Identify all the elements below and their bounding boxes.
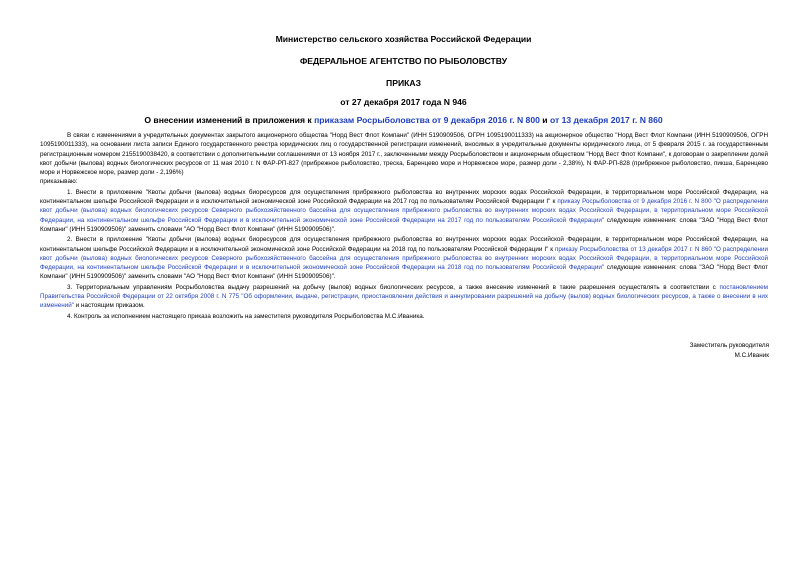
- item-3-text-end: и настоящим приказом.: [73, 302, 145, 310]
- item-1-text-end: следующие изменения: слова "ЗАО "Норд Вест Флот Компани" (ИНН 5190909506)" заменить словами "АО "Норд Вест Флот Компани" (ИНН 5190909506)".: [40, 216, 768, 233]
- signature-block: [690, 341, 769, 360]
- item-2-link[interactable]: приказу Росрыболовства от 13 декабря 2017 г. N 860 "О распределении квот добычи (вылова) водных биологических ресурсов Северного рыбохозяйственного бассейна для осуществления прибрежного рыболовства во внутренних морских водах Российской Федерации, в территориальном море Российской Федерации, на континентальном шельфе Российской Федерации и в исключительной экономической зоне Российской Федерации на 2018 год по пользователям Российской Федерации": [40, 245, 768, 272]
- item-3-text: 3. Территориальным управлениям Росрыболовства выдачу разрешений на добычу (вылов) водных биологических ресурсов, а также внесение изменений в такие разрешения осуществлять в соответствии с: [67, 283, 720, 291]
- agency-name: ФЕДЕРАЛЬНОЕ АГЕНТСТВО ПО РЫБОЛОВСТВУ: [299, 56, 508, 66]
- item-1-text: 1. Внести в приложение "Квоты добычи (вылова) водных биоресурсов для осуществления прибрежного рыболовства во внутренних морских водах Российской Федерации, в территориальном море Российской Федерации, на континентальном шельфе Российской Федерации и в исключительной экономической зоне Российской Федерации на 2017 год по пользователям Российской Федерации I" к: [40, 188, 768, 206]
- signature-name: М.С.Иваник: [734, 351, 769, 359]
- document-date-number: от 27 декабря 2017 года N 946: [340, 97, 467, 107]
- title-and: и: [539, 115, 550, 125]
- title-prefix: О внесении изменений в приложения к: [144, 115, 315, 125]
- item-3-link[interactable]: постановлением Правительства Российской Федерации от 22 октября 2008 г. N 775 "Об оформлении, выдаче, регистрации, приостановлении действия и аннулировании разрешений на добычу (вылов) водных биологических ресурсов, а также о внесении в них изменений": [40, 283, 768, 310]
- item-2-text: 2. Внести в приложение "Квоты добычи (вылова) водных биоресурсов для осуществления прибрежного рыболовства во внутренних морских водах Российской Федерации, в территориальном море Российской Федерации, на континентальном шельфе Российской Федерации и в исключительной экономической зоне Российской Федерации на 2018 год по пользователям Российской Федерации I" к: [40, 236, 768, 253]
- document-body: [40, 131, 768, 321]
- document-title: [0, 115, 807, 126]
- signature-position: Заместитель руководителя: [689, 342, 769, 349]
- item-4: 4. Контроль за исполнением настоящего приказа возложить на заместителя руководителя Росрыболовства М.С.Иваника.: [67, 312, 425, 320]
- intro-paragraph: В связи с изменениями в учредительных документах закрытого акционерного общества "Норд Вест Флот Компани" (ИНН 5190909506, ОГРН 1095190011333) на акционерное общество "Норд Вест Флот Компани (ИНН 5190909506, ОГРН 1095190011333), на основании листа записи Единого государственного реестра юридических лиц о государственной регистрации изменений, вносимых в учредительные документы юридического лица, от 5 февраля 2015 г. за государственным регистрационным номером 2155190038420, в соответствии с дополнительными соглашениями от 13 ноября 2017 г., заключенными между Росрыболовством и акционерным обществом "Норд Вест Флот Компани", к договорам о закреплении долей квот добычи (вылова) водных биологических ресурсов от 11 мая 2010 г. N ФАР-РП-827 (прибрежное рыболовство, треска, Баренцево море и Норвежское море, размер доли - 2,38%), N ФАР-РП-828 (прибрежное рыболовство, пикша, Баренцево море и Норвежское море, размер доли - 2,196%): [40, 132, 768, 177]
- title-link-order-860[interactable]: от 13 декабря 2017 г. N 860: [549, 115, 663, 125]
- item-2-text-end: следующие изменения: слова "ЗАО "Норд Вест Флот Компани" (ИНН 5190909506)" заменить словами "АО "Норд Вест Флот Компани" (ИНН 5190909506)".: [40, 264, 768, 281]
- item-1: [40, 188, 768, 234]
- item-1-link[interactable]: приказу Росрыболовства от 9 декабря 2016 г. N 800 "О распределении квот добычи (вылова) водных биологических ресурсов Северного рыбохозяйственного бассейна для осуществления прибрежного рыболовства во внутренних морских водах Российской Федерации, в территориальном море Российской Федерации, на континентальном шельфе Российской Федерации и в исключительной экономической зоне Российской Федерации на 2017 год по пользователям Российской Федерации": [40, 198, 768, 224]
- title-link-order-800[interactable]: приказам Росрыболовства от 9 декабря 2016 г. N 800: [314, 115, 540, 125]
- prikazyvayu-line: приказываю:: [40, 178, 78, 186]
- ministry-name: Министерство сельского хозяйства Российской Федерации: [275, 34, 532, 44]
- item-2: [40, 235, 768, 281]
- item-3: [40, 283, 768, 311]
- document-type: ПРИКАЗ: [386, 78, 421, 88]
